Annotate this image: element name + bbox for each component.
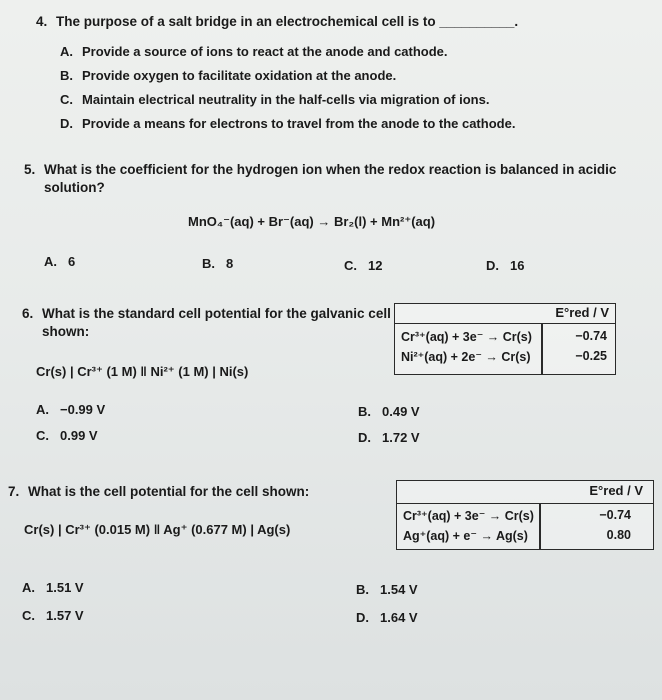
q7-option-a-text: 1.51 V xyxy=(46,580,84,595)
q4-option-b-text: Provide oxygen to facilitate oxidation at the anode. xyxy=(82,68,397,83)
q6-option-c-letter: C. xyxy=(36,428,49,443)
q4-option-b-letter: B. xyxy=(60,68,73,83)
q5-number: 5. xyxy=(24,162,36,177)
q7-row1-value: −0.74 xyxy=(599,508,631,522)
q6-line2: shown: xyxy=(42,324,90,339)
q4-number: 4. xyxy=(36,14,48,29)
q5-option-b-letter: B. xyxy=(202,256,215,271)
q6-row1-value: −0.74 xyxy=(575,329,607,343)
q7-cell-notation: Cr(s) | Cr³⁺ (0.015 M) ‖ Ag⁺ (0.677 M) | Ag(s) xyxy=(24,522,291,537)
q7-table-body xyxy=(397,503,653,549)
q6-potential-table xyxy=(394,303,616,375)
q7-option-d-letter: D. xyxy=(356,610,369,625)
q7-table-divider xyxy=(539,504,541,549)
q7-option-a-letter: A. xyxy=(22,580,35,595)
q7-table-header: E°red / V xyxy=(589,483,643,498)
q6-option-d-letter: D. xyxy=(358,430,371,445)
q5-line2: solution? xyxy=(44,180,105,195)
q7-row1-reaction: Cr³⁺(aq) + 3e⁻ → Cr(s) xyxy=(403,509,534,523)
q5-option-d-text: 16 xyxy=(510,258,525,273)
q6-option-d-text: 1.72 V xyxy=(382,430,420,445)
q4-option-a-text: Provide a source of ions to react at the anode and cathode. xyxy=(82,44,448,59)
q6-option-a-letter: A. xyxy=(36,402,49,417)
q7-potential-table xyxy=(396,480,654,550)
q6-row2-value: −0.25 xyxy=(575,349,607,363)
q6-option-c-text: 0.99 V xyxy=(60,428,98,443)
q5-line1: What is the coefficient for the hydrogen ion when the redox reaction is balanced in acidic xyxy=(44,162,617,177)
q6-table-divider xyxy=(541,324,543,374)
q5-option-b-text: 8 xyxy=(226,256,234,271)
q5-option-c-text: 12 xyxy=(368,258,383,273)
q5-option-a-text: 6 xyxy=(68,254,76,269)
q6-table-body xyxy=(395,323,615,374)
q6-row1-reaction: Cr³⁺(aq) + 3e⁻ → Cr(s) xyxy=(401,330,532,344)
q5-option-a-letter: A. xyxy=(44,254,57,269)
q5-equation: MnO₄⁻(aq) + Br⁻(aq) → Br₂(l) + Mn²⁺(aq) xyxy=(188,214,436,229)
q7-option-b-letter: B. xyxy=(356,582,369,597)
q7-option-c-letter: C. xyxy=(22,608,35,623)
q7-text: What is the cell potential for the cell shown: xyxy=(28,484,310,499)
q7-option-b-text: 1.54 V xyxy=(380,582,418,597)
q4-text: The purpose of a salt bridge in an electrochemical cell is to __________. xyxy=(56,14,519,29)
q6-option-a-text: −0.99 V xyxy=(60,402,106,417)
q4-option-c-text: Maintain electrical neutrality in the half-cells via migration of ions. xyxy=(82,92,490,107)
q5-option-c-letter: C. xyxy=(344,258,357,273)
q4-option-a-letter: A. xyxy=(60,44,73,59)
q5-option-d-letter: D. xyxy=(486,258,499,273)
q4-option-d-text: Provide a means for electrons to travel from the anode to the cathode. xyxy=(82,116,516,131)
q7-number: 7. xyxy=(8,484,20,499)
q7-option-d-text: 1.64 V xyxy=(380,610,418,625)
q4-option-d-letter: D. xyxy=(60,116,73,131)
q7-row2-value: 0.80 xyxy=(606,528,631,542)
q6-option-b-text: 0.49 V xyxy=(382,404,420,419)
q7-row2-reaction: Ag⁺(aq) + e⁻ → Ag(s) xyxy=(403,529,528,543)
q6-option-b-letter: B. xyxy=(358,404,371,419)
q6-line1: What is the standard cell potential for the galvanic cell xyxy=(42,306,391,321)
q6-number: 6. xyxy=(22,306,34,321)
q7-option-c-text: 1.57 V xyxy=(46,608,84,623)
q4-option-c-letter: C. xyxy=(60,92,73,107)
q6-row2-reaction: Ni²⁺(aq) + 2e⁻ → Cr(s) xyxy=(401,350,531,364)
q6-table-header: E°red / V xyxy=(555,305,609,320)
q6-cell-notation: Cr(s) | Cr³⁺ (1 M) ‖ Ni²⁺ (1 M) | Ni(s) xyxy=(36,364,249,379)
